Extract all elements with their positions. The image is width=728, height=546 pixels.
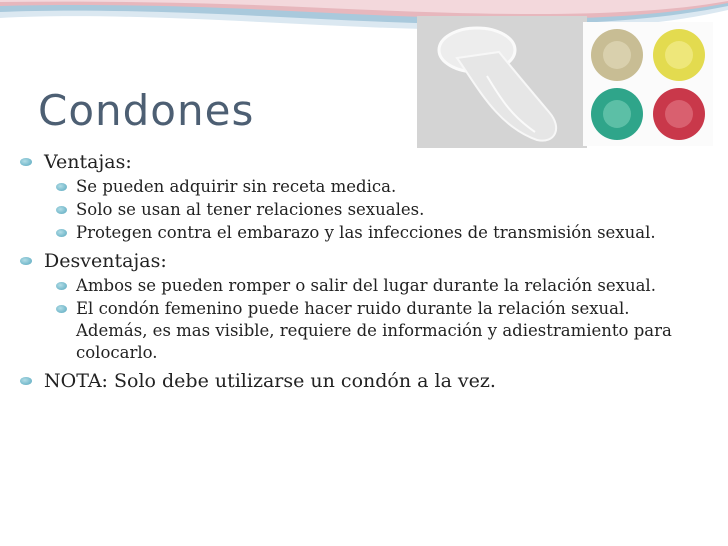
female-condom-photo	[417, 16, 587, 148]
list-item: El condón femenino puede hacer ruido durante la relación sexual. Además, es mas visible, requiere de información y adiestramiento para colocarlo.	[50, 298, 700, 364]
list-item: Protegen contra el embarazo y las infecciones de transmisión sexual.	[50, 222, 700, 244]
note-item: NOTA: Solo debe utilizarse un condón a la vez.	[20, 368, 700, 394]
slide-title: Condones	[38, 86, 255, 135]
list-item: Se pueden adquirir sin receta medica.	[50, 176, 700, 198]
ventajas-list	[44, 176, 700, 244]
list-item: Solo se usan al tener relaciones sexuales.	[50, 199, 700, 221]
colored-condoms-photo	[583, 22, 713, 146]
section-desventajas	[20, 248, 700, 364]
section-heading-ventajas: Ventajas:	[44, 151, 132, 173]
content-list	[20, 149, 700, 394]
list-item: Ambos se pueden romper o salir del lugar durante la relación sexual.	[50, 275, 700, 297]
section-heading-desventajas: Desventajas:	[44, 250, 167, 272]
section-ventajas	[20, 149, 700, 244]
desventajas-list	[44, 275, 700, 364]
